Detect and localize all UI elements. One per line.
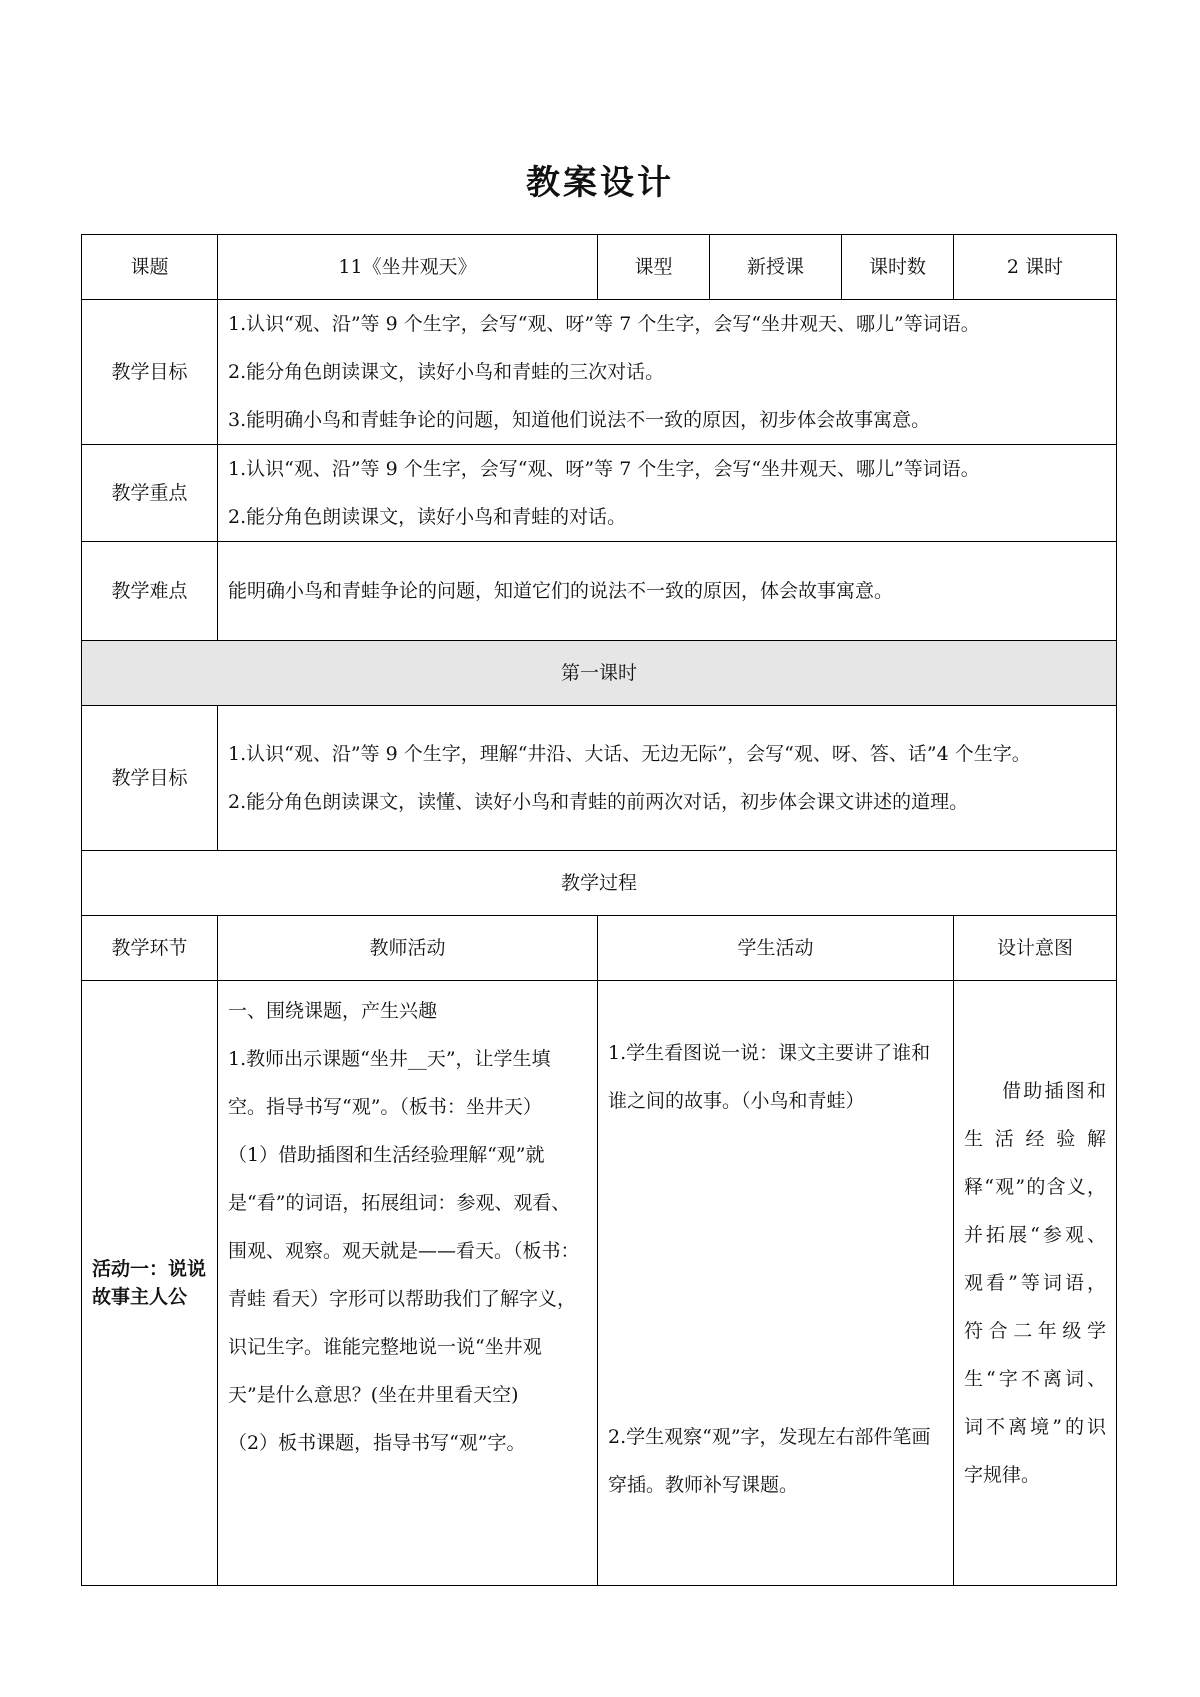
hours-value: 2 课时 (954, 235, 1117, 300)
key-points-content (218, 445, 1117, 542)
lesson1-goals-row (82, 706, 1117, 851)
col-student: 学生活动 (598, 916, 954, 981)
teacher-step: （1）借助插图和生活经验理解“观”就是“看”的词语，拓展组词：参观、观看、围观、观察。观天就是——看天。（板书：青蛙 看天）字形可以帮助我们了解字义，识记生字。谁能完整地说一说“坐井观天”是什么意思？(坐在井里看天空) (228, 1144, 580, 1406)
col-intent: 设计意图 (954, 916, 1117, 981)
activity1-row (82, 981, 1117, 1586)
student-step: 2.学生观察“观”字，发现左右部件笔画穿插。教师补写课题。 (608, 1426, 931, 1496)
lesson1-goal-item: 2.能分角色朗读课文，读懂、读好小鸟和青蛙的前两次对话，初步体会课文讲述的道理。 (228, 791, 969, 813)
key-points-label: 教学重点 (82, 445, 218, 542)
topic-value: 11《坐井观天》 (218, 235, 598, 300)
process-heading: 教学过程 (82, 851, 1117, 916)
teacher-step: 一、围绕课题，产生兴趣 (228, 1000, 438, 1022)
difficulties-row (82, 542, 1117, 641)
lesson1-goal-item: 1.认识“观、沿”等 9 个生字，理解“井沿、大话、无边无际”，会写“观、呀、答、话”4 个生字。 (228, 743, 1031, 765)
goal-item: 2.能分角色朗读课文，读好小鸟和青蛙的三次对话。 (228, 361, 665, 383)
key-point-item: 2.能分角色朗读课文，读好小鸟和青蛙的对话。 (228, 506, 627, 528)
topic-label: 课题 (82, 235, 218, 300)
key-point-item: 1.认识“观、沿”等 9 个生字，会写“观、呀”等 7 个生字，会写“坐井观天、哪儿”等词语。 (228, 458, 980, 480)
col-teacher: 教师活动 (218, 916, 598, 981)
goal-item: 3.能明确小鸟和青蛙争论的问题，知道他们说法不一致的原因，初步体会故事寓意。 (228, 409, 931, 431)
activity1-intent (954, 981, 1117, 1586)
goals-row (82, 300, 1117, 445)
goals-content (218, 300, 1117, 445)
goals-label: 教学目标 (82, 300, 218, 445)
hours-label: 课时数 (842, 235, 954, 300)
process-heading-row (82, 851, 1117, 916)
lesson1-heading-row (82, 641, 1117, 706)
student-step: 1.学生看图说一说：课文主要讲了谁和谁之间的故事。（小鸟和青蛙） (608, 1042, 931, 1112)
intent-text: 借助插图和生活经验解释“观”的含义，并拓展“参观、观看”等词语，符合二年级学生“字不离词、词不离境”的识字规律。 (964, 1080, 1106, 1486)
difficulties-label: 教学难点 (82, 542, 218, 641)
lesson1-goals-label: 教学目标 (82, 706, 218, 851)
activity1-student (598, 981, 954, 1586)
page-title: 教案设计 (526, 163, 674, 203)
lesson-plan-table (81, 234, 1117, 1586)
header-row (82, 235, 1117, 300)
teacher-step: 1.教师出示课题“坐井__天”，让学生填空。指导书写“观”。（板书：坐井天） (228, 1048, 551, 1118)
activity1-teacher (218, 981, 598, 1586)
lesson1-heading: 第一课时 (82, 641, 1117, 706)
teacher-step: （2）板书课题，指导书写“观”字。 (228, 1432, 526, 1454)
key-points-row (82, 445, 1117, 542)
activity1-name: 活动一：说说故事主人公 (82, 981, 218, 1586)
lesson1-goals-content (218, 706, 1117, 851)
col-stage: 教学环节 (82, 916, 218, 981)
difficulties-content: 能明确小鸟和青蛙争论的问题，知道它们的说法不一致的原因，体会故事寓意。 (218, 542, 1117, 641)
type-value: 新授课 (710, 235, 842, 300)
type-label: 课型 (598, 235, 710, 300)
process-columns-row (82, 916, 1117, 981)
goal-item: 1.认识“观、沿”等 9 个生字，会写“观、呀”等 7 个生字，会写“坐井观天、哪儿”等词语。 (228, 313, 980, 335)
